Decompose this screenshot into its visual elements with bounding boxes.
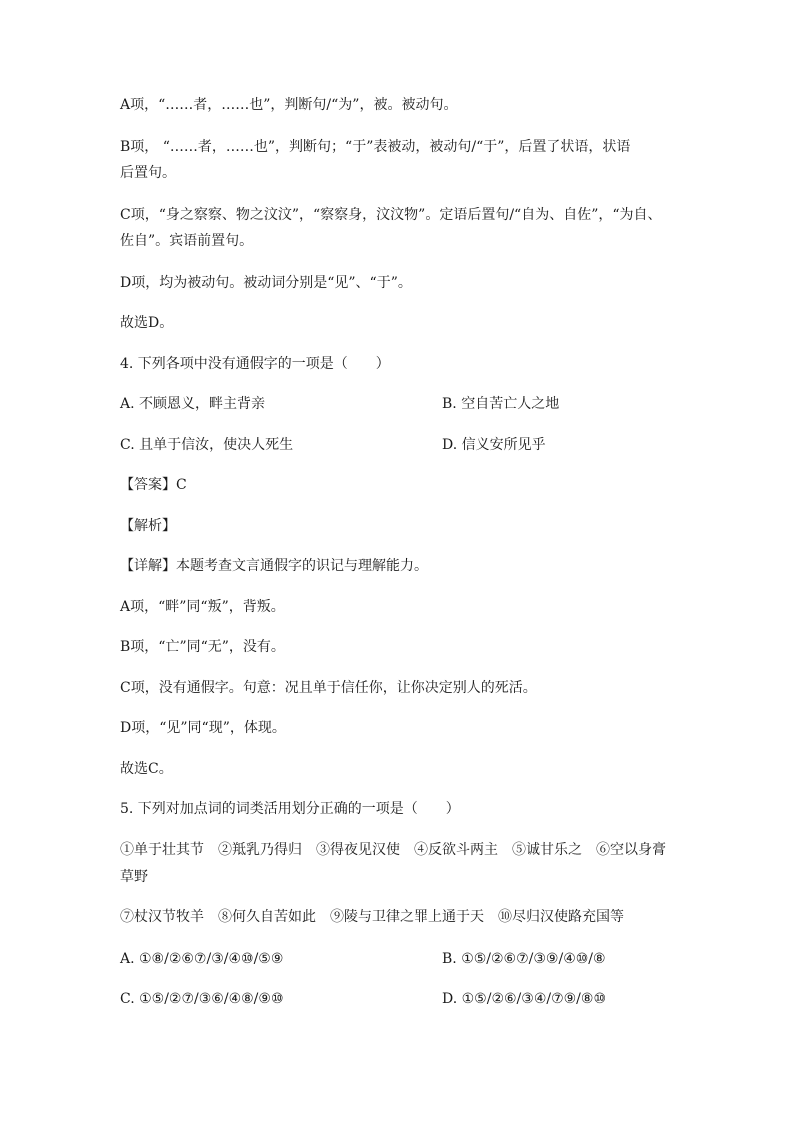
q5-list-line2: ⑦杖汉节牧羊 ⑧何久自苦如此 ⑨陵与卫律之罪上通于天 ⑩尽归汉使路充国等 xyxy=(120,909,624,925)
q5-option-b: B. ①⑤/②⑥⑦/③⑨/④⑩/⑧ xyxy=(442,951,606,967)
q4-stem: 4. 下列各项中没有通假字的一项是（ ） xyxy=(120,356,390,372)
q4-option-c: C. 且单于信汝，使决人死生 xyxy=(120,437,294,453)
q5-list-line1: ①单于壮其节 ②羝乳乃得归 ③得夜见汉使 ④反欲斗两主 ⑤诚甘乐之 ⑥空以身膏 xyxy=(120,842,666,858)
prev-a-item: A项，“……者，……也”，判断句/“为”，被。被动句。 xyxy=(120,97,458,113)
prev-d-item: D项，均为被动句。被动词分别是“见”、“于”。 xyxy=(120,275,412,291)
q4-answer xyxy=(120,472,680,498)
q4-a-item: A项，“畔”同“叛”，背叛。 xyxy=(120,599,285,615)
q4-option-a: A. 不顾恩义，畔主背亲 xyxy=(120,396,266,412)
answer-tag: 【答案】 xyxy=(120,477,176,493)
prev-c-item-line2: 佐自”。宾语前置句。 xyxy=(120,233,254,249)
q5-option-c: C. ①⑤/②⑦/③⑥/④⑧/⑨⑩ xyxy=(120,991,284,1007)
q4-conclusion: 故选C。 xyxy=(120,761,173,777)
q4-option-d: D. 信义安所见乎 xyxy=(442,437,546,453)
q5-stem: 5. 下列对加点词的词类活用划分正确的一项是（ ） xyxy=(120,801,460,817)
q4-analysis-tag: 【解析】 xyxy=(120,518,176,534)
q4-c-item: C项，没有通假字。句意：况且单于信任你，让你决定别人的死活。 xyxy=(120,680,537,696)
prev-c-item-line1: C项，“身之察察、物之汶汶”，“察察身，汶汶物”。定语后置句/“自为、自佐”，“为自、 xyxy=(120,207,662,223)
detail-tag: 【详解】 xyxy=(120,558,176,574)
q5-option-a: A. ①⑧/②⑥⑦/③/④⑩/⑤⑨ xyxy=(120,951,284,967)
q4-option-b: B. 空自苦亡人之地 xyxy=(442,396,560,412)
detail-text: 本题考查文言通假字的识记与理解能力。 xyxy=(176,558,428,574)
q4-b-item: B项，“亡”同“无”，没有。 xyxy=(120,639,285,655)
prev-conclusion: 故选D。 xyxy=(120,315,174,331)
q5-option-d: D. ①⑤/②⑥/③④/⑦⑨/⑧⑩ xyxy=(442,991,607,1007)
answer-value: C xyxy=(176,477,187,493)
prev-b-item-line1: B项， “……者，……也”，判断句；“于”表被动，被动句/“于”，后置了状语，状语 xyxy=(120,139,631,155)
prev-b-item-line2: 后置句。 xyxy=(120,165,176,181)
q4-d-item: D项，“见”同“现”，体现。 xyxy=(120,720,286,736)
q4-detail xyxy=(120,553,680,579)
q5-list-line1b: 草野 xyxy=(120,869,148,885)
